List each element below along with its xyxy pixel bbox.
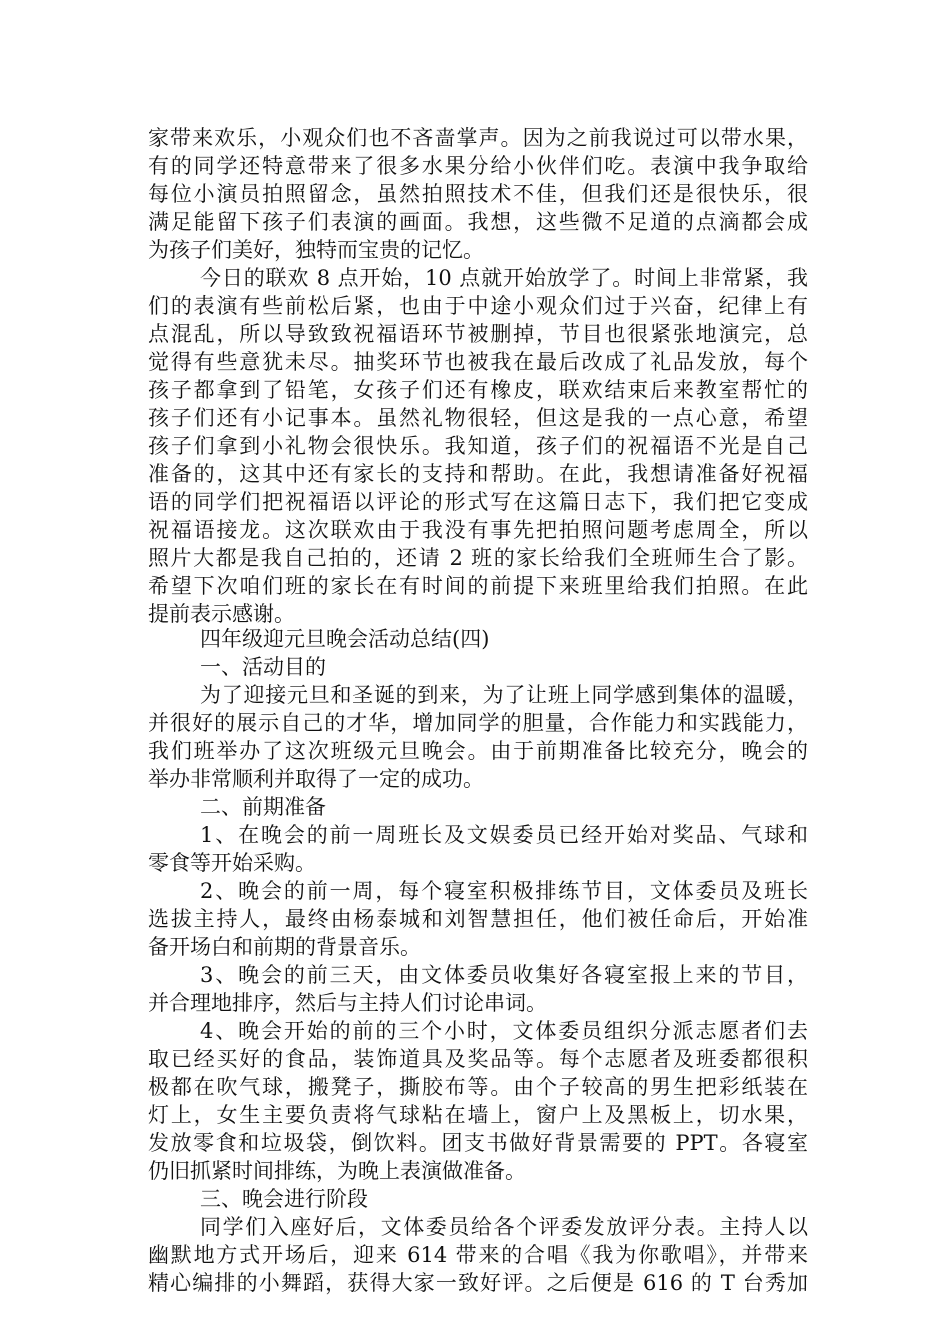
text-line: 孩子们拿到小礼物会很快乐。我知道，孩子们的祝福语不光是自己 <box>148 434 808 458</box>
text-line: 一、活动目的 <box>200 655 326 679</box>
text-line: 提前表示感谢。 <box>148 602 295 626</box>
section-title: 四年级迎元旦晚会活动总结(四) <box>200 627 490 651</box>
text-line: 1、在晚会的前一周班长及文娱委员已经开始对奖品、气球和 <box>200 823 808 847</box>
text-line: 三、晚会进行阶段 <box>200 1187 368 1211</box>
paragraph-block-continued <box>148 124 808 628</box>
text-line: 每位小演员拍照留念，虽然拍照技术不佳，但我们还是很快乐，很 <box>148 182 808 206</box>
text-line: 觉得有些意犹未尽。抽奖环节也被我在最后改成了礼品发放，每个 <box>148 350 808 374</box>
text-line: 语的同学们把祝福语以评论的形式写在这篇日志下，我们把它变成 <box>148 490 808 514</box>
text-line: 孩子都拿到了铅笔，女孩子们还有橡皮，联欢结束后来教室帮忙的 <box>148 378 808 402</box>
text-line: 发放零食和垃圾袋，倒饮料。团支书做好背景需要的 PPT。各寝室 <box>148 1131 808 1155</box>
text-line: 为了迎接元旦和圣诞的到来，为了让班上同学感到集体的温暖， <box>200 683 808 707</box>
text-line: 举办非常顺利并取得了一定的成功。 <box>148 767 484 791</box>
text-line: 幽默地方式开场后，迎来 614 带来的合唱《我为你歌唱》，并带来 <box>148 1243 808 1267</box>
text-line: 3、晚会的前三天，由文体委员收集好各寝室报上来的节目， <box>200 963 808 987</box>
text-line: 希望下次咱们班的家长在有时间的前提下来班里给我们拍照。在此 <box>148 574 808 598</box>
text-line: 为孩子们美好，独特而宝贵的记忆。 <box>148 238 484 262</box>
text-line: 零食等开始采购。 <box>148 851 316 875</box>
text-line: 2、晚会的前一周，每个寝室积极排练节目，文体委员及班长 <box>200 879 808 903</box>
text-line: 极都在吹气球，搬凳子，撕胶布等。由个子较高的男生把彩纸装在 <box>148 1075 808 1099</box>
text-line: 精心编排的小舞蹈，获得大家一致好评。之后便是 616 的 T 台秀加 <box>148 1271 808 1295</box>
text-line: 灯上，女生主要负责将气球粘在墙上，窗户上及黑板上，切水果， <box>148 1103 808 1127</box>
text-line: 并很好的展示自己的才华，增加同学的胆量，合作能力和实践能力， <box>148 711 808 735</box>
section-activity-summary <box>148 625 808 1297</box>
text-line: 选拔主持人，最终由杨泰城和刘智慧担任，他们被任命后，开始准 <box>148 907 808 931</box>
text-line: 仍旧抓紧时间排练，为晚上表演做准备。 <box>148 1159 526 1183</box>
text-line: 照片大都是我自己拍的，还请 2 班的家长给我们全班师生合了影。 <box>148 546 808 570</box>
text-line: 我们班举办了这次班级元旦晚会。由于前期准备比较充分，晚会的 <box>148 739 808 763</box>
text-line: 家带来欢乐，小观众们也不吝啬掌声。因为之前我说过可以带水果， <box>148 126 808 150</box>
text-line: 准备的，这其中还有家长的支持和帮助。在此，我想请准备好祝福 <box>148 462 808 486</box>
text-line: 祝福语接龙。这次联欢由于我没有事先把拍照问题考虑周全，所以 <box>148 518 808 542</box>
text-line: 并合理地排序，然后与主持人们讨论串词。 <box>148 991 547 1015</box>
text-line: 孩子们还有小记事本。虽然礼物很轻，但这是我的一点心意，希望 <box>148 406 808 430</box>
text-line: 点混乱，所以导致致祝福语环节被删掉，节目也很紧张地演完，总 <box>148 322 808 346</box>
text-line: 备开场白和前期的背景音乐。 <box>148 935 421 959</box>
text-line: 二、前期准备 <box>200 795 326 819</box>
text-line: 满足能留下孩子们表演的画面。我想，这些微不足道的点滴都会成 <box>148 210 808 234</box>
text-line: 有的同学还特意带来了很多水果分给小伙伴们吃。表演中我争取给 <box>148 154 808 178</box>
text-line: 今日的联欢 8 点开始，10 点就开始放学了。时间上非常紧，我 <box>200 266 808 290</box>
text-line: 4、晚会开始的前的三个小时，文体委员组织分派志愿者们去 <box>200 1019 808 1043</box>
text-line: 同学们入座好后，文体委员给各个评委发放评分表。主持人以 <box>200 1215 808 1239</box>
text-line: 取已经买好的食品，装饰道具及奖品等。每个志愿者及班委都很积 <box>148 1047 808 1071</box>
text-line: 们的表演有些前松后紧，也由于中途小观众们过于兴奋，纪律上有 <box>148 294 808 318</box>
